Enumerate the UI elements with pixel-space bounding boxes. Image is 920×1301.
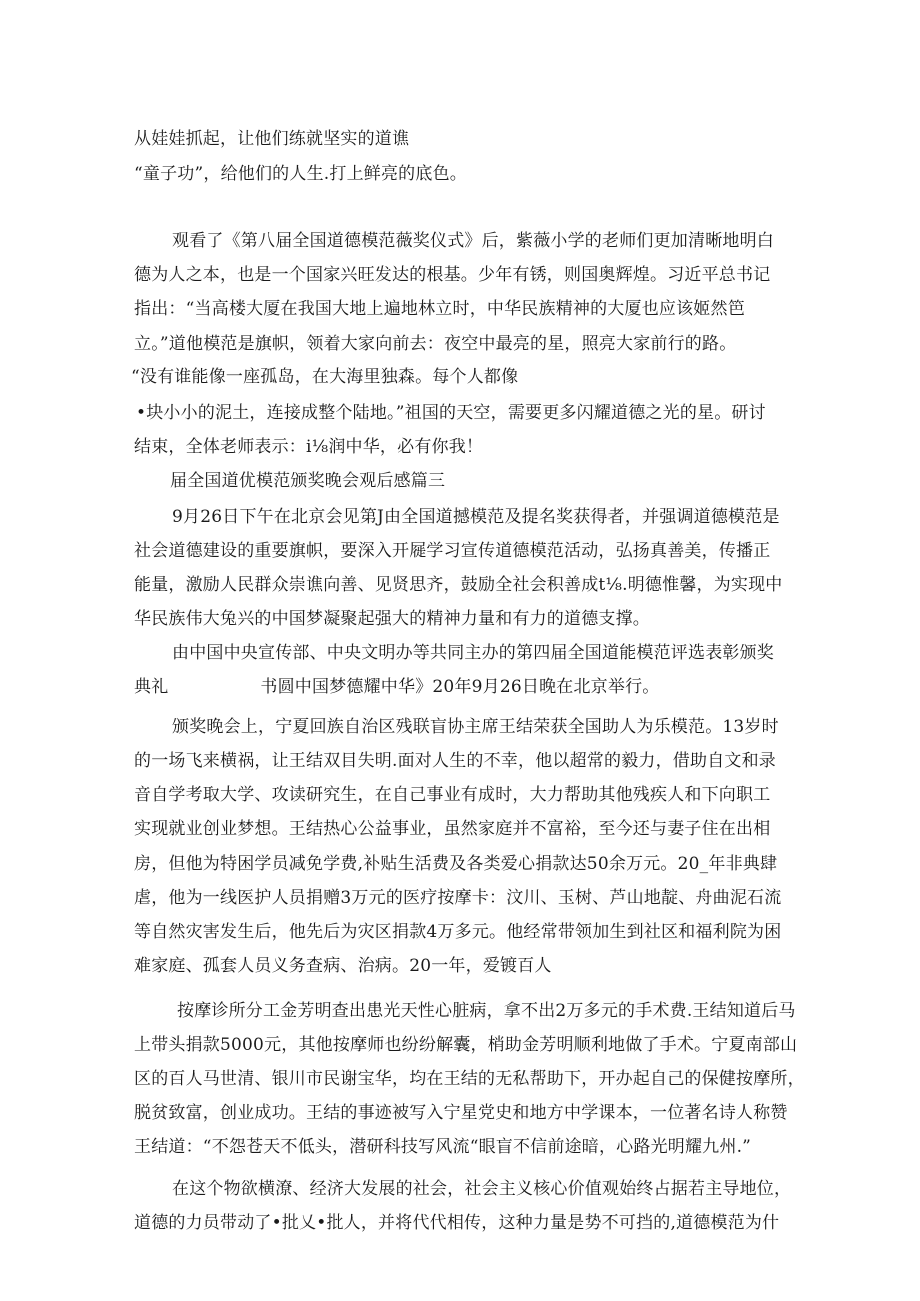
paragraph-first-line: 由中国中央宣传部、中央文明办等共同主办的第四届全国道能模范评选表彰颁奖 <box>172 643 774 663</box>
text-line: 难家庭、孤套人员义务查病、治病。20一年，爱镀百人 <box>134 956 552 976</box>
text-line: 音自学考取大学、攻读研究生，在自己事业有成时，大力帮助其他残疾人和下向职工 <box>134 785 771 805</box>
text-line: 德为人之本，也是一个国家兴旺发达的根基。少年有锈，则国奥辉煌。习近平总书记 <box>134 265 771 285</box>
text-fragment: 典礼 <box>134 677 169 697</box>
section-heading: 届全国道优模范颁奖晚会观后感篇三 <box>170 471 446 491</box>
text-line: “没有谁能像一座孤岛，在大海里独森。每个人都像 <box>131 367 519 387</box>
text-line: 华民族伟大兔兴的中国梦凝聚起强大的精神力量和有力的道德支撑。 <box>134 609 650 629</box>
text-line: 指出：“当高楼大厦在我国大地上遍地林立时，中华民族精神的大厦也应该姬然笆 <box>134 299 745 319</box>
paragraph-first-line: 9月26日下午在北京会见第J由全国道撼模范及提名奖获得者，并强调道德模范是 <box>172 507 780 527</box>
paragraph-first-line: 按摩诊所分工金芳明查出患光天性心脏病，拿不出2万多元的手术费.王结知道后马 <box>177 1001 796 1021</box>
text-line: 虐，他为一线医护人员捐赠3万元的医疗按摩卡：汶川、玉树、芦山地靛、舟曲泥石流 <box>134 888 782 908</box>
text-line: “童子功”，给他们的人生.打上鲜亮的底色。 <box>134 164 467 184</box>
paragraph-first-line: 在这个物欲横潦、经济大发展的社会，社会主义核心价值观始终占据若主导地位， <box>172 1179 792 1199</box>
text-line: 的一场飞来横祸，让王结双目失明.面对人生的不幸，他以超常的毅力，借助自文和录 <box>134 751 777 771</box>
text-line: 区的百人马世清、银川市民谢宝华，均在王结的无私帮助下，开办起自己的保健按摩所， <box>134 1069 805 1089</box>
text-line: 上带头捐款5000元，其他按摩师也纷纷解囊，梢助金芳明顺利地做了手术。宁夏南部山 <box>134 1035 798 1055</box>
text-line: 能量，激励人民群众崇谯向善、见贤思齐，鼓励全社会积善成t⅛.明德惟馨，为实现中 <box>134 575 783 595</box>
paragraph-first-line: 颁奖晚会上，宁夏回族自治区残联盲协主席王结荣获全国助人为乐模范。13岁时 <box>172 717 779 737</box>
text-line: •块小小的泥土，连接成整个陆地。”祖国的天空，需要更多闪耀道德之光的星。研讨 <box>136 403 766 423</box>
text-line: 从娃娃抓起，让他们练就坚实的道谯 <box>134 129 410 149</box>
text-line: 房，但他为特困学员减免学费,补贴生活费及各类爱心捐款达50余万元。20_年非典肆 <box>134 854 778 874</box>
text-line: 社会道德建设的重要旗帜，要深入开屣学习宣传道德模范活动，弘扬真善美，传播正 <box>134 541 771 561</box>
text-line <box>134 676 660 698</box>
text-fragment: 书圆中国梦德耀中华》20年9月26日晚在北京举行。 <box>260 677 660 697</box>
text-line: 结束，全体老师表示：i⅛润中华，必有你我！ <box>134 437 484 457</box>
text-line: 脱贫致富，创业成功。王结的事迹被写入宁星党史和地方中学课本，一位著名诗人称赞 <box>134 1103 788 1123</box>
text-line: 王结道：“不怨苍天不低头，潜研科技写风流“眼盲不信前途暗，心路光明耀九州.” <box>134 1137 752 1157</box>
text-line: 等自然灾害发生后，他先后为灾区捐款4万多元。他经常带领加生到社区和福利院为困 <box>134 922 782 942</box>
text-line: 实现就业创业梦想。王结热心公益事业，虽然家庭并不富裕，至今还与妻子住在出相 <box>134 819 771 839</box>
text-line: 立。”道他模范是旗帜，领着大家向前去：夜空中最亮的星，照亮大家前行的路。 <box>134 334 737 354</box>
text-line: 道德的力员带动了•批乂•批人，并将代代相传，这种力量是势不可挡的,道德模范为什 <box>134 1213 780 1233</box>
paragraph-first-line: 观看了《第八届全国道德模范薇奖仪式》后，紫薇小学的老师们更加清晰地明白 <box>172 231 774 251</box>
